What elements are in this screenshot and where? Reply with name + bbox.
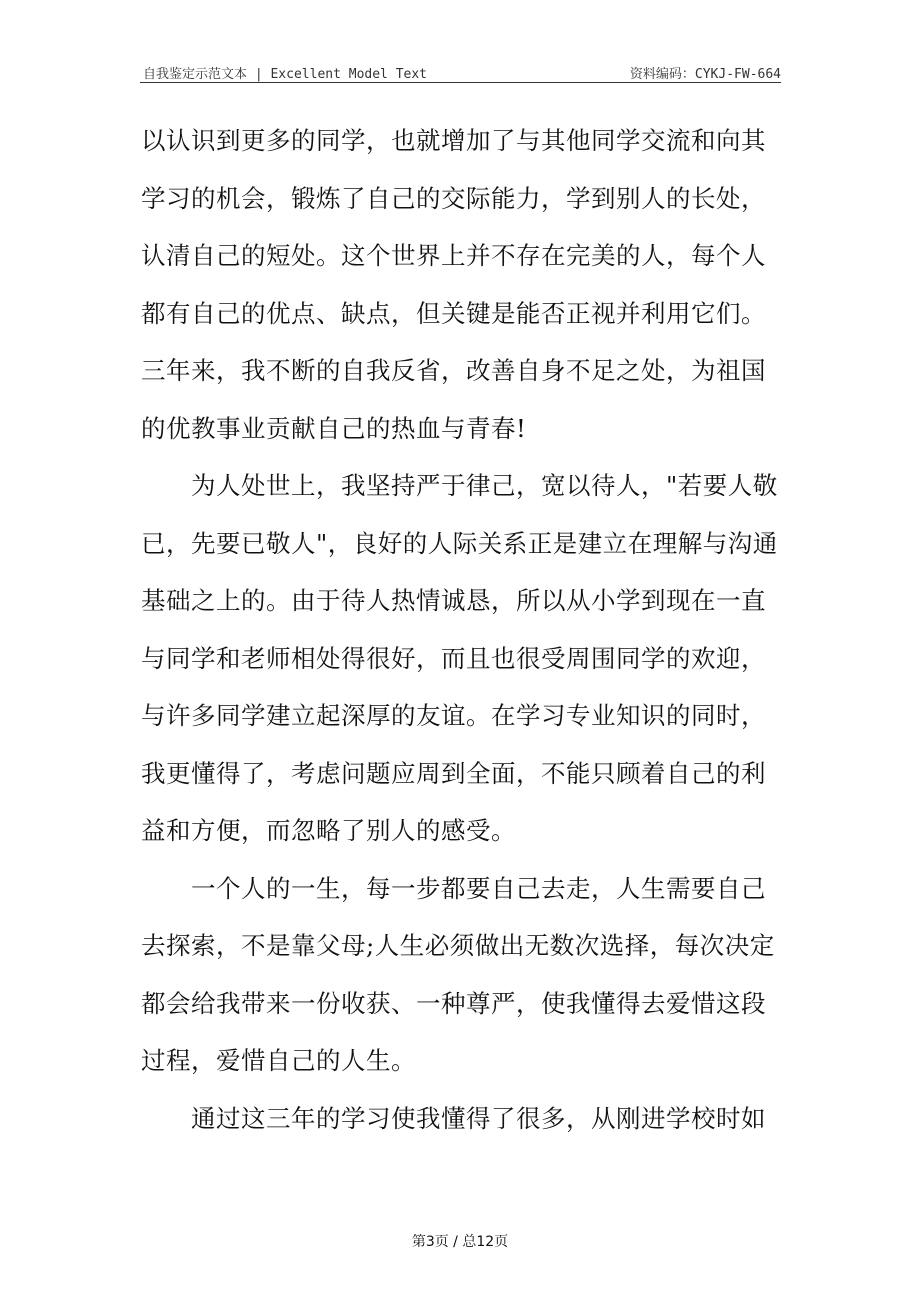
page-header: [140, 60, 781, 83]
document-body: [141, 117, 781, 1152]
body-line: 通过这三年的学习使我懂得了很多，从刚进学校时如: [141, 1103, 766, 1133]
body-line: 一个人的一生，每一步都要自己去走，人生需要自己: [141, 873, 766, 903]
body-line: 基础之上的。由于待人热情诚恳，所以从小学到现在一直: [141, 586, 766, 615]
body-line: 三年来，我不断的自我反省，改善自身不足之处，为祖国: [141, 356, 766, 385]
body-line: 益和方便，而忽略了别人的感受。: [141, 816, 516, 845]
body-line: 去探索，不是靠父母;人生必须做出无数次选择，每次决定: [141, 931, 775, 960]
page-number: 第3页 / 总12页: [411, 1234, 509, 1250]
document-code: 资料编码：CYKJ-FW-664: [629, 67, 781, 82]
body-line: 以认识到更多的同学，也就增加了与其他同学交流和向其: [141, 126, 766, 155]
body-line: 我更懂得了，考虑问题应周到全面，不能只顾着自己的利: [141, 758, 766, 788]
body-line: 都有自己的优点、缺点，但关键是能否正视并利用它们。: [141, 298, 766, 328]
body-line: 认清自己的短处。这个世界上并不存在完美的人，每个人: [141, 241, 766, 270]
header-title: 自我鉴定示范文本 | Excellent Model Text: [143, 67, 428, 82]
body-line: 为人处世上，我坚持严于律己，宽以待人，"若要人敬: [141, 471, 778, 500]
body-line: 学习的机会，锻炼了自己的交际能力，学到别人的长处，: [141, 183, 766, 213]
body-line: 过程，爱惜自己的人生。: [141, 1046, 416, 1075]
body-line: 都会给我带来一份收获、一种尊严，使我懂得去爱惜这段: [141, 988, 766, 1018]
body-line: 的优教事业贡献自己的热血与青春!: [141, 413, 527, 443]
body-line: 已，先要已敬人"，良好的人际关系正是建立在理解与沟通: [141, 528, 778, 558]
body-line: 与同学和老师相处得很好，而且也很受周围同学的欢迎，: [141, 643, 766, 673]
body-line: 与许多同学建立起深厚的友谊。在学习专业知识的同时，: [141, 701, 766, 730]
